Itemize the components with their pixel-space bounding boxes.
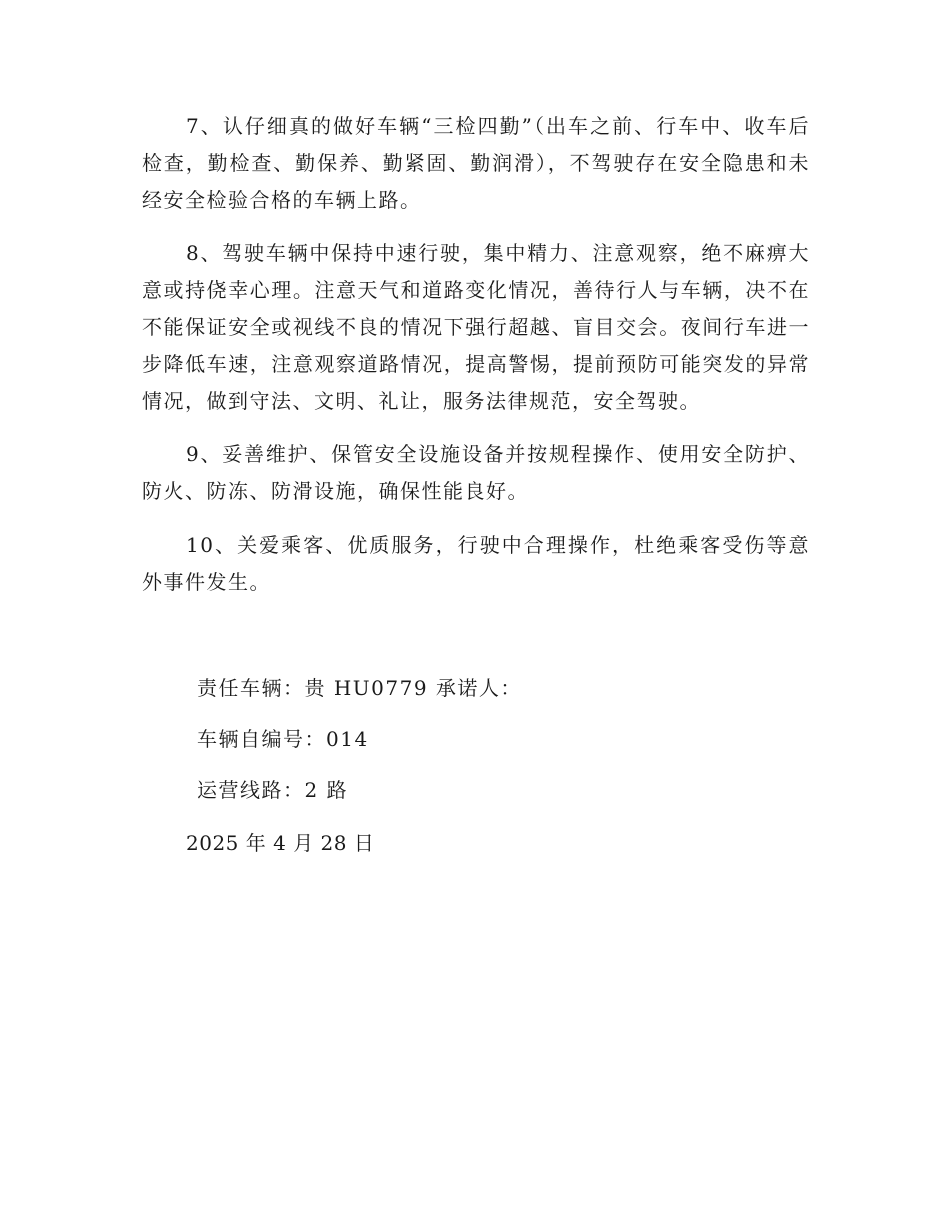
paragraph-item-8: 8、驾驶车辆中保持中速行驶，集中精力、注意观察，绝不麻痹大意或持侥幸心理。注意天气和道路变化情况，善待行人与车辆，决不在不能保证安全或视线不良的情况下强行超越、盲目交会。夜间行车进一步降低车速，注意观察道路情况，提高警惕，提前预防可能突发的异常情况，做到守法、文明、礼让，服务法律规范，安全驾驶。 [142,241,810,413]
route-line: 运营线路：2 路 [197,778,349,802]
paragraph-item-7: 7、认仔细真的做好车辆“三检四勤”（出车之前、行车中、收车后检查，勤检查、勤保养、勤紧固、勤润滑），不驾驶存在安全隐患和未经安全检验合格的车辆上路。 [142,114,810,212]
signature-date: 2025 年 4 月 28 日 [186,831,375,855]
paragraph-item-9: 9、妥善维护、保管安全设施设备并按规程操作、使用安全防护、防火、防冻、防滑设施，确保性能良好。 [142,442,810,503]
vehicle-number-line: 车辆自编号：014 [197,727,369,751]
paragraph-item-10: 10、关爱乘客、优质服务，行驶中合理操作，杜绝乘客受伤等意外事件发生。 [142,533,810,594]
responsible-vehicle-line: 责任车辆：贵 HU0779 承诺人： [197,676,522,700]
